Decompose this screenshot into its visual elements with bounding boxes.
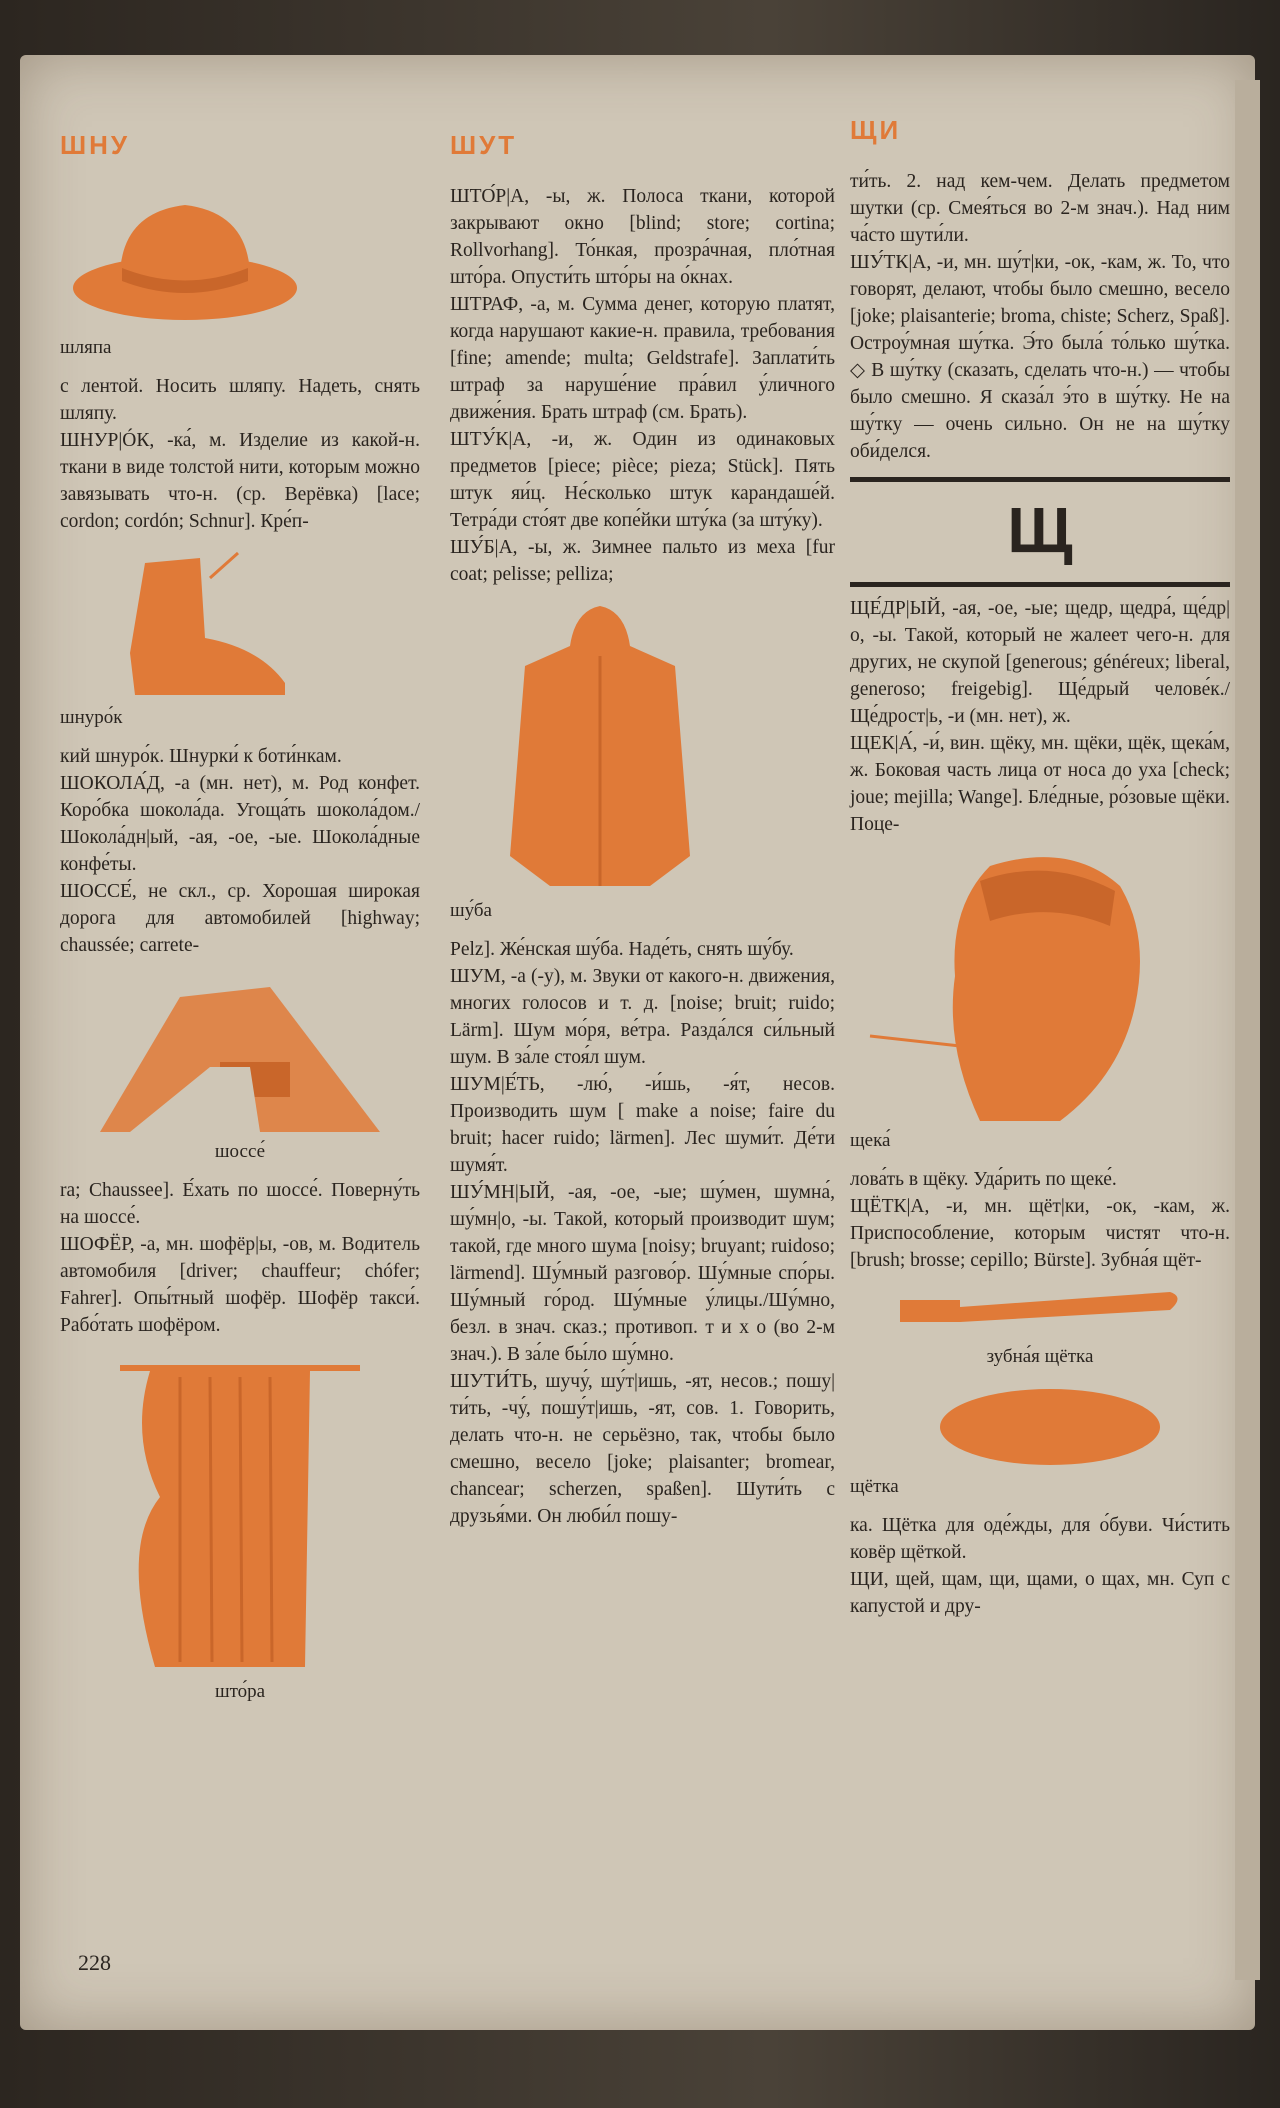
entry-shum: ШУМ, -а (-у), м. Звуки от какого-н. движения, многих голосов и т. д. [noise; bruit; ruido; Lärm]. Шум мо́ря, ве́тра. Разда́лся си́льный шум. В за́ле стоя́л шум. xyxy=(450,966,835,1068)
section-letter: Щ xyxy=(1007,494,1073,566)
running-header-1: ШНУ xyxy=(60,130,131,160)
entry-shofer: ШОФЁР, -а, мн. шофёр|ы, -ов, м. Водитель автомобиля [driver; chauffeur; chófer; Fahrer]. Опы́тный шофёр. Шофёр такси́. Рабо́тать шофёром. xyxy=(60,1234,420,1336)
entry-shutka: ШУ́ТК|А, -и, мн. шу́т|ки, -ок, -кам, ж. То, что говорят, делают, чтобы было смешно, весело [joke; plaisanterie; broma, chiste; Scherz, Spaß]. Остроу́мная шу́тка. Э́то была́ то́лько шу́тка. ◇ В шу́тку (сказать, сделать что-н.) — чтобы было смешно. Я сказа́л э́то в шу́тку. Не на шу́тку — очень сильно. Он не на шу́тку оби́делся. xyxy=(850,252,1230,462)
road-illustration xyxy=(60,967,400,1137)
hat-illustration xyxy=(60,183,310,333)
running-header-2: ШУТ xyxy=(450,130,518,160)
entry-shchi: ЩИ, щей, щам, щи, щами, о щах, мн. Суп с капустой и дру- xyxy=(850,1569,1230,1617)
entry-shcheka: ЩЕК|А́, -и́, вин. щёку, мн. щёки, щёк, щека́м, ж. Боковая часть лица от носа до уха [check; joue; mejilla; Wange]. Бле́дные, ро́зовые щёки. Поце- xyxy=(850,733,1230,835)
entry-shtuk: ШТУ́К|А, -и, ж. Один из одинаковых предметов [piece; pièce; pieza; Stück]. Пять штук яи́ц. Не́сколько штук карандаше́й. Тетра́ди сто́ят две копе́йки шту́ка (за шту́ку). xyxy=(450,429,835,531)
entry-shosse-2: ra; Chaussee]. Е́хать по шоссе́. Поверну́ть на шоссе́. xyxy=(60,1180,420,1228)
entry-shosse: ШОССЕ́, не скл., ср. Хорошая широкая дорога для автомобилей [highway; chaussée; carrete- xyxy=(60,881,420,956)
brush-caption: щётка xyxy=(850,1476,899,1497)
entry-shnurok: ШНУР|ÓК, -ка́, м. Изделие из какой-н. ткани в виде толстой нити, которым можно завязывать что-н. (ср. Верёвка) [lace; cordon; cordón; Schnur]. Кре́п- xyxy=(60,430,420,532)
coat-illustration xyxy=(450,596,750,896)
entry-shutit-2: ти́ть. 2. над кем-чем. Делать предметом шутки (ср. Смея́ться во 2-м знач.). Над ним ча́сто шути́ли. xyxy=(850,171,1230,246)
entry-shumny: ШУ́МН|ЫЙ, -ая, -ое, -ые; шу́мен, шумна́, шу́мн|о, -ы. Такой, который производит шум; такой, где много шума [noisy; bruyant; ruidoso; lärmend]. Шу́мный разгово́р. Шу́мные спо́ры. Шу́мный го́род. Шу́мные у́лицы./Шу́мно, безл. в знач. сказ.; противоп. т и х о (во 2-м знач.). В за́ле бы́ло шу́мно. xyxy=(450,1182,835,1365)
dictionary-page xyxy=(20,55,1255,2030)
toothbrush-caption: зубна́я щётка xyxy=(986,1346,1094,1367)
section-rule-top xyxy=(850,477,1230,482)
entry-shokolad: ШОКОЛА́Д, -а (мн. нет), м. Род конфет. Коро́бка шокола́да. Угоща́ть шокола́дом./Шокола́дн|ый, -ая, -ое, -ые. Шокола́дные конфе́ты. xyxy=(60,773,420,875)
entry-shuba: ШУ́Б|А, -ы, ж. Зимнее пальто из меха [fur coat; pelisse; pelliza; xyxy=(450,537,835,585)
section-rule-bottom xyxy=(850,582,1230,587)
entry-shutit: ШУТИ́ТЬ, шучу́, шу́т|ишь, -ят, несов.; пошу|ти́ть, -чу́, пошу́т|ишь, -ят, сов. 1. Говорить, делать что-н. не серьёзно, так, чтобы было смешно, весело [joke; plaisanter; bromear, chancear; scherzen, spaßen]. Шути́ть с друзья́ми. Он люби́л пошу- xyxy=(450,1371,835,1527)
curtain-illustration xyxy=(60,1347,360,1677)
column-2 xyxy=(450,130,835,1530)
face-illustration xyxy=(850,846,1220,1126)
hat-caption: шляпа xyxy=(60,337,112,358)
curtain-caption: што́ра xyxy=(214,1681,266,1702)
entry-shnurok-2: кий шнуро́к. Шнурки́ к боти́нкам. xyxy=(60,746,342,767)
entry-shtora: ШТО́Р|А, -ы, ж. Полоса ткани, которой закрывают окно [blind; store; cortina; Rollvorhang]. То́нкая, прозра́чная, пло́тная што́ра. Опусти́ть што́ры на о́кнах. xyxy=(450,186,835,288)
column-3 xyxy=(850,115,1230,1620)
coat-caption: шу́ба xyxy=(450,900,492,921)
page-number: 228 xyxy=(78,1950,111,1975)
entry-hat: с лентой. Носить шляпу. Надеть, снять шляпу. xyxy=(60,376,420,424)
entry-shuba-2: Pelz]. Же́нская шу́ба. Наде́ть, снять шу́бу. xyxy=(450,939,794,960)
boot-illustration xyxy=(60,543,310,703)
entry-shumet: ШУМ|Е́ТЬ, -лю́, -и́шь, -я́т, несов. Производить шум [ make a noise; faire du bruit; hacer ruido; lärmen]. Лес шуми́т. Де́ти шумя́т. xyxy=(450,1074,835,1176)
running-header-3: ЩИ xyxy=(850,115,902,145)
column-1 xyxy=(60,130,420,1717)
entry-shchetka: ЩЁТК|А, -и, мн. щёт|ки, -ок, -кам, ж. Приспособление, которым чистят что-н. [brush; brosse; cepillo; Bürste]. Зубна́я щёт- xyxy=(850,1196,1230,1271)
next-page-edge xyxy=(1235,80,1260,1980)
entry-shchedry: ЩЕ́ДР|ЫЙ, -ая, -ое, -ые; щедр, щедра́, ще́др|о, -ы. Такой, который не жалеет чего-н. для других, не скупой [generous; généreux; liberal, generoso; freigebig]. Ще́дрый челове́к./Ще́дрост|ь, -и (мн. нет), ж. xyxy=(850,598,1230,727)
entry-shcheka-2: лова́ть в щёку. Уда́рить по щеке́. xyxy=(850,1169,1117,1190)
road-caption: шоссе́ xyxy=(214,1141,266,1162)
brush-illustration xyxy=(850,1382,1220,1472)
entry-shchetka-2: ка. Щётка для оде́жды, для о́буви. Чи́стить ковёр щёткой. xyxy=(850,1515,1230,1563)
entry-shtraf: ШТРАФ, -а, м. Сумма денег, которую платят, когда нарушают какие-н. правила, требования [fine; amende; multa; Geldstrafe]. Заплати́ть штраф за наруше́ние пра́вил у́личного движе́ния. Брать штраф (см. Брать). xyxy=(450,294,835,423)
face-caption: щека́ xyxy=(850,1130,891,1151)
boot-caption: шнуро́к xyxy=(60,707,123,728)
toothbrush-illustration xyxy=(850,1282,1220,1342)
